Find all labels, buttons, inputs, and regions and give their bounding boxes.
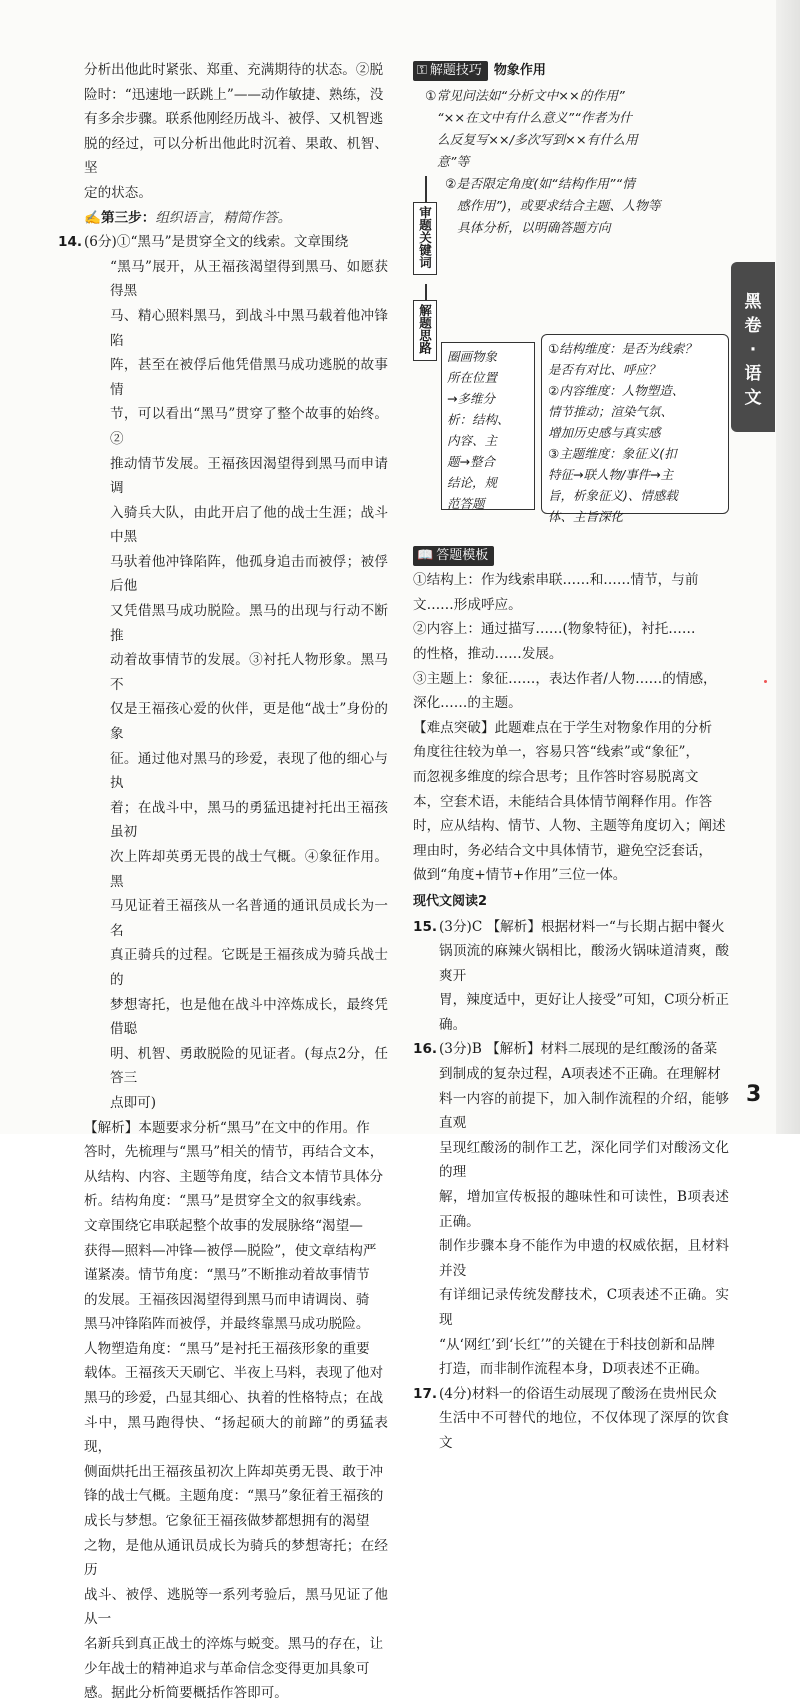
question-14-answer: 14. (6分)①“黑马”是贯穿全文的线索。文章围绕 “黑马”展开，从王福孩渴望得到黑马、如愿获得黑 马、精心照料黑马，到战斗中黑马载着他冲锋陷 阵，甚至在被俘后他凭借黑马成功逃脱的故事情 节，可以看出“黑马”贯穿了整个故事的始终。② 推动情节发展。王福孩因渴望得到黑马而申请调 入骑兵大队，由此开启了他的战士生涯；战斗中黑 马驮着他冲锋陷阵，他孤身追击而被俘；被俘后他 又凭借黑马成功脱险。黑马的出现与行动不断推 动着故事情节的发展。③衬托人物形象。黑马不 仅是王福孩心爱的伙伴，更是他“战士”身份的象 征。通过他对黑马的珍爱，表现了他的细心与执 着；在战斗中，黑马的勇猛迅捷衬托出王福孩虽初 次上阵却英勇无畏的战士气概。④象征作用。黑 马见证着王福孩从一名普通的通讯员成长为一名 真正骑兵的过程。它既是王福孩成为骑兵战士的 梦想寄托，也是他在战斗中淬炼成长，最终凭借聪 明、机智、勇敢脱险的见证者。(每点2分，任答三 点即可) <box>58 230 388 1115</box>
subject-side-tab: 黑 卷 · 语 文 <box>731 262 775 432</box>
step3-line <box>58 206 388 231</box>
question-16-answer: 16. (3分)B 【解析】材料二展现的是红酸汤的备菜 到制成的复杂过程，A项表述不正确。在理解材 料一内容的前提下，加入制作流程的介绍，能够直观 呈现红酸汤的制作工艺，深化同学们对酸汤文化的理 解，增加宣传板报的趣味性和可读性，B项表述正确。 制作步骤本身不能作为申遗的权威依据，且材料并没 有详细记录传统发酵技术，C项表述不正确。实现 “从‘网红’到‘长红’”的关键在于科技创新和品牌 打造，而非制作流程本身，D项表述不正确。 <box>413 1037 729 1381</box>
section-title: 现代文阅读2 <box>413 893 488 909</box>
approach-steps-box: 圈画物象 所在位置 →多维分 析：结构、 内容、主 题→整合 结论，规 范答题 <box>441 342 535 510</box>
template-lines: ①结构上：作为线索串联……和……情节，与前 文……形成呼应。 ②内容上：通过描写……(物象特征)，衬托…… 的性格，推动……发展。 ③主题上：象征……，表达作者/人物……的情感， 深化……的主题。 <box>413 572 717 712</box>
template-badge: 📖 答题模板 <box>413 546 494 566</box>
template-header <box>413 544 729 569</box>
connector-line-mid <box>425 284 427 300</box>
question-17-answer: 17. (4分)材料一的俗语生动展现了酸汤在贵州民众 生活中不可替代的地位，不仅体现了深厚的饮食文 <box>413 1382 729 1456</box>
page-number: 3 <box>746 1082 762 1107</box>
dimension-box: ①结构维度：是否为线索？ 是否有对比、呼应？ ②内容维度：人物塑造、 情节推动；渲染气氛、 增加历史感与真实感 ③主题维度：象征义(扣 特征→联人物/事件→主 旨，析象征义)、情感载 体、主旨深化 <box>541 334 729 514</box>
approach-label-box: 解题思路 <box>413 300 437 361</box>
tip-point-2: ②是否限定角度(如“结构作用”“情 感作用”)，或要求结合主题、人物等 具体分析，以明确答题方向 <box>445 176 661 236</box>
tip-title: 物象作用 <box>493 63 546 78</box>
intro-paragraph: 分析出他此时紧张、郑重、充满期待的状态。②脱 险时：“迅速地一跃跳上”——动作敏捷、熟练，没 有多余步骤。联系他刚经历战斗、被俘、又机智逃 脱的经过，可以分析出他此时沉着、果敢、机智、坚 定的状态。 <box>84 62 388 201</box>
difficulty-breakthrough: 【难点突破】此题难点在于学生对物象作用的分析 角度往往较为单一，容易只答“线索”或“象征”， 而忽视多维度的综合思考；且作答时容易脱离文 本，空套术语，未能结合具体情节阐释作用。作答 时，应从结构、情节、人物、主题等角度切入；阐述 理由时，务必结合文中具体情节，避免空泛套话， 做到“角度+情节+作用”三位一体。 <box>413 719 726 884</box>
question-14-analysis: 【解析】本题要求分析“黑马”在文中的作用。作 答时，先梳理与“黑马”相关的情节，再结合文本， 从结构、内容、主题等角度，结合文本情节具体分 析。结构角度：“黑马”是贯穿全文的叙事线索。 文章围绕它串联起整个故事的发展脉络“渴望— 获得—照料—冲锋—被俘—脱险”，使文章结构严 谨紧凑。情节角度：“黑马”不断推动着故事情节 的发展。王福孩因渴望得到黑马而申请调岗、骑 黑马冲锋陷阵而被俘，并最终靠黑马成功脱险。 人物塑造角度：“黑马”是衬托王福孩形象的重要 载体。王福孩天天刷它、半夜上马料，表现了他对 黑马的珍爱，凸显其细心、执着的性格特点；在战 斗中，黑马跑得快、“扬起硕大的前蹄”的勇猛表现， 侧面烘托出王福孩虽初次上阵却英勇无畏、敢于冲 锋的战士气概。主题角度：“黑马”象征着王福孩的 成长与梦想。它象征王福孩做梦都想拥有的渴望 之物，是他从通讯员成长为骑兵的梦想寄托；在经历 战斗、被俘、逃脱等一系列考验后，黑马见证了他从一 名新兵到真正战士的淬炼与蜕变。黑马的存在，让 少年战士的精神追求与革命信念变得更加具象可 感。据此分析简要概括作答即可。 <box>84 1119 388 1702</box>
question-15-answer: 15. (3分)C 【解析】根据材料一“与长期占据中餐火 锅顶流的麻辣火锅相比，酸汤火锅味道清爽，酸爽开 胃，辣度适中，更好让人接受”可知，C项分析正确。 <box>413 915 729 1038</box>
tip-header <box>413 58 729 84</box>
approach-detail <box>413 328 729 544</box>
key-icon: ⚿ <box>417 62 427 78</box>
question-14-number: 14. <box>58 234 83 251</box>
question-16-number: 16. <box>413 1041 438 1058</box>
tip-handwritten-notes: ①常见问法如“分析文中××的作用” “××在文中有什么意义”“作者为什 么反复写××/多次写到××有什么用 意”等 <box>425 88 638 170</box>
keyword-label-box: 审题关键词 <box>413 202 437 276</box>
book-icon: 📖 <box>417 548 434 564</box>
page-edge-shadow <box>776 0 800 1134</box>
question-17-number: 17. <box>413 1385 438 1402</box>
question-15-number: 15. <box>413 918 438 935</box>
step3-handwriting: 组织语言，精简作答。 <box>155 209 292 226</box>
step3-label: ✍第三步： <box>84 209 156 226</box>
ink-dot <box>764 680 767 683</box>
tip-badge: ⚿ 解题技巧 <box>413 61 488 81</box>
left-column <box>58 58 388 1706</box>
right-column <box>413 58 729 1456</box>
